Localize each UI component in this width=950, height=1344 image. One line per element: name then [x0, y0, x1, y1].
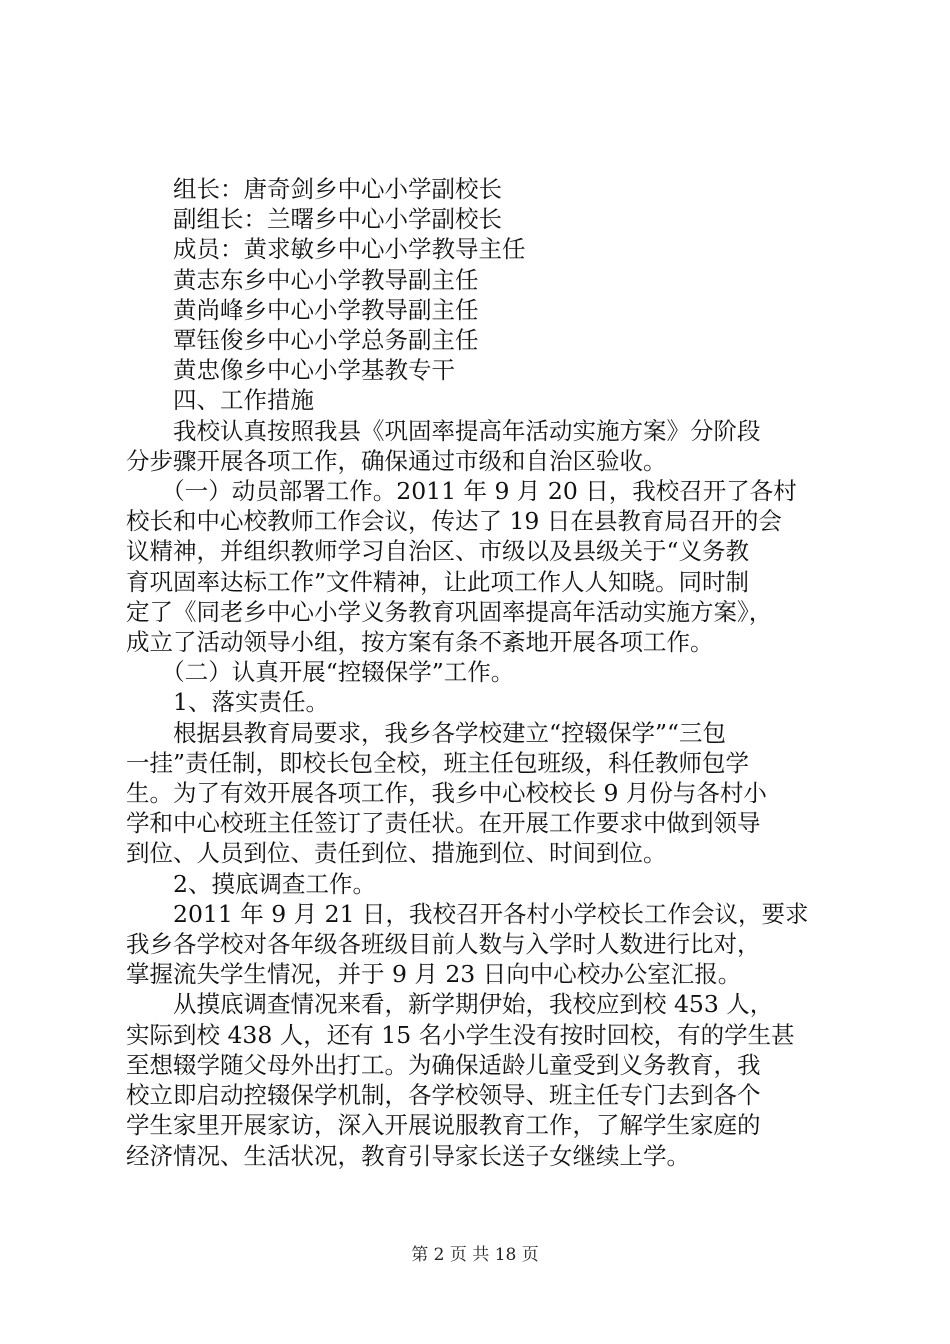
text-line: 到位、人员到位、责任到位、措施到位、时间到位。	[126, 839, 667, 868]
page-number-label: 第 2 页 共 18 页	[411, 1245, 539, 1265]
text-line: 育巩固率达标工作”文件精神，让此项工作人人知晓。同时制	[126, 567, 750, 596]
text-line: 成立了活动领导小组，按方案有条不紊地开展各项工作。	[126, 628, 714, 657]
text-line: （一）动员部署工作。2011 年 9 月 20 日，我校召开了各村	[126, 477, 797, 506]
text-line: 学生家里开展家访，深入开展说服教育工作，了解学生家庭的	[126, 1111, 761, 1140]
text-line: 成员：黄求敏乡中心小学教导主任	[126, 235, 526, 264]
subsection-heading: （二）认真开展“控辍保学”工作。	[126, 658, 515, 687]
text-line: 我校认真按照我县《巩固率提高年活动实施方案》分阶段	[126, 416, 761, 445]
page-footer	[0, 1240, 950, 1265]
text-line: 至想辍学随父母外出打工。为确保适龄儿童受到义务教育，我	[126, 1050, 761, 1079]
text-line: 组长：唐奇剑乡中心小学副校长	[126, 175, 502, 203]
text-line: 生。为了有效开展各项工作，我乡中心校校长 9 月份与各村小	[126, 779, 767, 808]
text-line: 校立即启动控辍保学机制，各学校领导、班主任专门去到各个	[126, 1081, 761, 1110]
section-heading: 四、工作措施	[126, 386, 314, 415]
text-line: 黄尚峰乡中心小学教导副主任	[126, 295, 479, 324]
text-line: 掌握流失学生情况，并于 9 月 23 日向中心校办公室汇报。	[126, 960, 742, 989]
text-line: 经济情况、生活状况，教育引导家长送子女继续上学。	[126, 1141, 690, 1170]
text-line: 定了《同老乡中心小学义务教育巩固率提高年活动实施方案》，	[126, 597, 773, 626]
text-line: 我乡各学校对各年级各班级目前人数与入学时人数进行比对，	[126, 930, 761, 959]
text-line: 实际到校 438 人，还有 15 名小学生没有按时回校，有的学生甚	[126, 1020, 795, 1049]
text-line: 分步骤开展各项工作，确保通过市级和自治区验收。	[126, 446, 667, 475]
text-line: 议精神，并组织教师学习自治区、市级以及县级关于“义务教	[126, 537, 750, 566]
text-line: 从摸底调查情况来看，新学期伊始，我校应到校 453 人，	[126, 990, 774, 1019]
text-line: 2011 年 9 月 21 日，我校召开各村小学校长工作会议，要求	[126, 899, 809, 928]
text-line: 校长和中心校教师工作会议，传达了 19 日在县教育局召开的会	[126, 507, 782, 536]
subsection-heading: 1、落实责任。	[126, 688, 329, 717]
text-line: 一挂”责任制，即校长包全校，班主任包班级，科任教师包学	[126, 748, 750, 777]
text-line: 学和中心校班主任签订了责任状。在开展工作要求中做到领导	[126, 809, 761, 838]
text-line: 黄忠像乡中心小学基教专干	[126, 356, 455, 385]
text-line: 黄志东乡中心小学教导副主任	[126, 265, 479, 294]
document-body	[126, 174, 826, 1171]
text-line: 副组长：兰曙乡中心小学副校长	[126, 205, 502, 234]
subsection-heading: 2、摸底调查工作。	[126, 869, 376, 898]
text-line: 根据县教育局要求，我乡各学校建立“控辍保学”“三包	[126, 718, 727, 747]
text-line: 覃钰俊乡中心小学总务副主任	[126, 326, 479, 355]
